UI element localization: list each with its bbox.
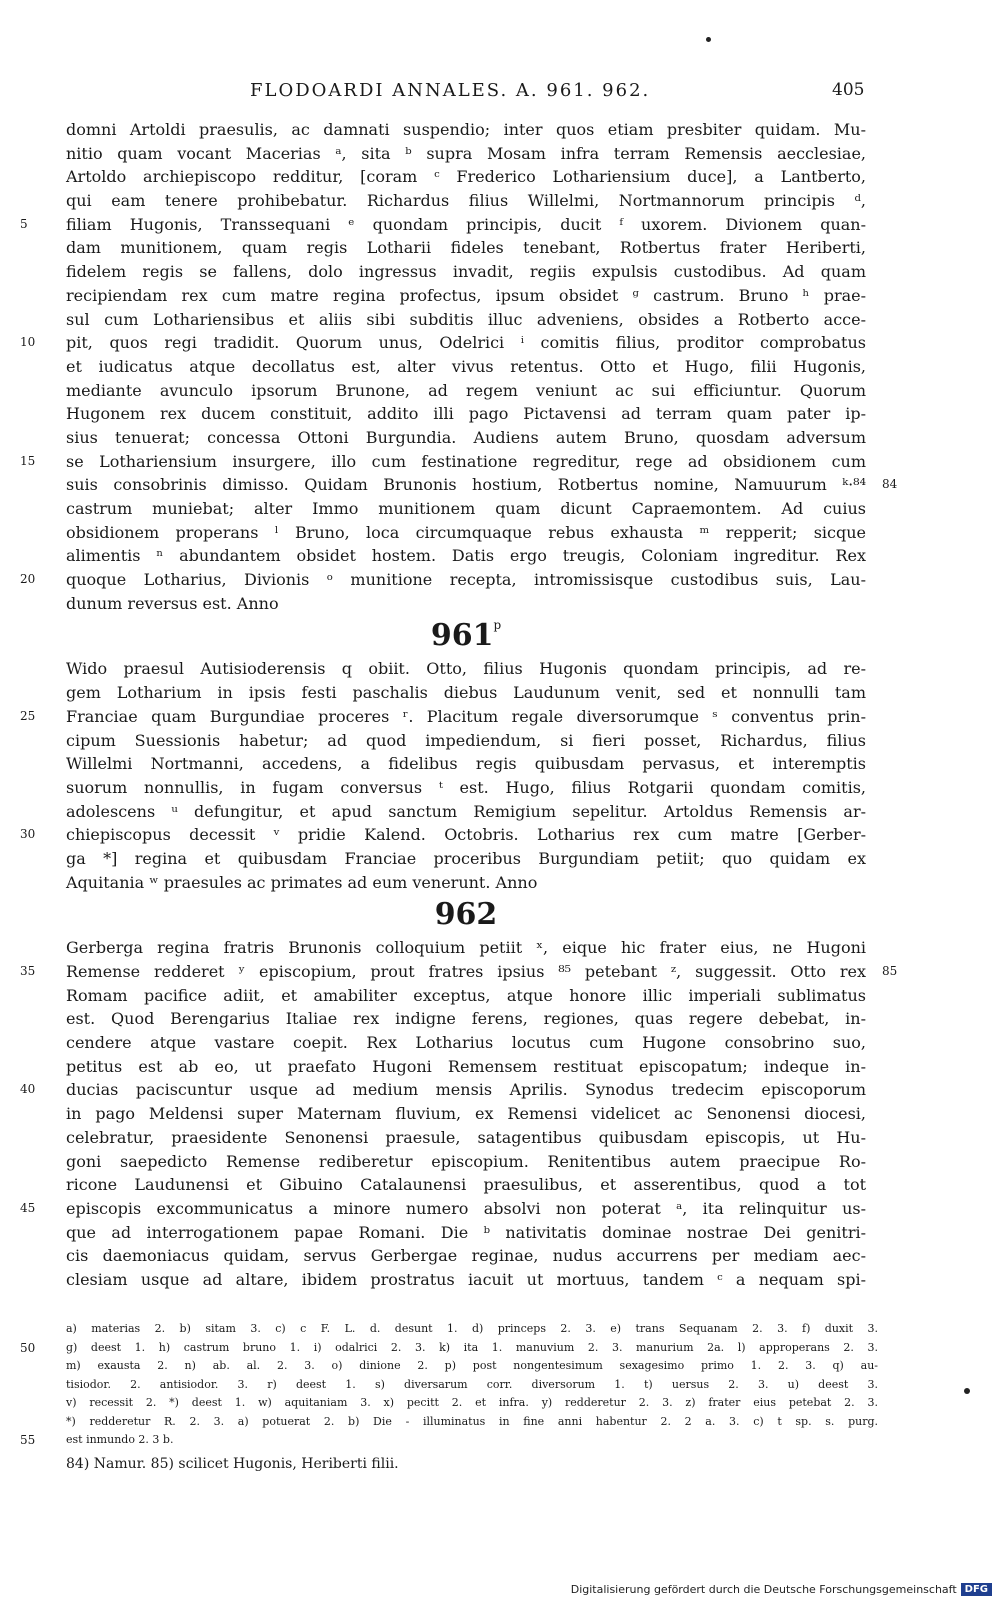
line-text: Gerberga regina fratris Brunonis colloquium petiit ˣ, eique hic frater eius, ne Hugoni: [66, 938, 866, 958]
line-text: nitio quam vocant Macerias ᵃ, sita ᵇ supra Mosam infra terram Remensis aecclesiae,: [66, 143, 866, 163]
text-line: [66, 984, 866, 1008]
line-number: 20: [20, 572, 36, 587]
critical-apparatus: [20, 1320, 878, 1450]
line-text: sius tenuerat; concessa Ottoni Burgundia. Audiens autem Bruno, quosdam adversum: [66, 427, 866, 447]
line-text: cipum Suessionis habetur; ad quod impediendum, si fieri posset, Richardus, filius: [66, 730, 866, 750]
text-block-962: [20, 936, 898, 1291]
line-text: Hugonem rex ducem constituit, addito illi pago Pictavensi ad terram quam pater ip-: [66, 404, 866, 424]
text-line: [20, 823, 866, 847]
line-text: est. Quod Berengarius Italiae rex indigne ferens, regiones, quas regere debebat, in-: [66, 1009, 866, 1029]
text-line: [66, 871, 866, 895]
text-line: [66, 284, 866, 308]
line-text: clesiam usque ad altare, ibidem prostratus iacuit ut mortuus, tandem ᶜ a nequam spi-: [66, 1269, 866, 1289]
margin-note-number: 85: [882, 964, 898, 978]
text-line: [66, 355, 866, 379]
line-text: qui eam tenere prohibebatur. Richardus filius Willelmi, Nortmannorum principis ᵈ,: [66, 191, 866, 211]
line-text: recipiendam rex cum matre regina profectus, ipsum obsidet ᵍ castrum. Bruno ʰ prae-: [66, 285, 866, 305]
text-line: [66, 681, 866, 705]
year-label-961: 961: [430, 618, 494, 654]
text-line: [20, 1431, 878, 1450]
line-text: Wido praesul Autisioderensis q obiit. Otto, filius Hugonis quondam principis, ad re-: [66, 659, 866, 679]
page-header: [0, 80, 1000, 106]
line-text: se Lothariensium insurgere, illo cum festinatione regreditur, rege ad obsidionem cum: [66, 451, 866, 471]
line-number: 25: [20, 708, 36, 723]
text-line: [66, 657, 866, 681]
line-text: gem Lotharium in ipsis festi paschalis diebus Laudunum venit, sed et nonnulli tam: [66, 683, 866, 703]
line-text: dam munitionem, quam regis Lotharii fideles tenebant, Rotbertus frater Heriberti,: [66, 238, 866, 258]
text-line: [66, 776, 866, 800]
line-number: 35: [20, 964, 36, 978]
text-line: [20, 1339, 878, 1358]
text-line: [66, 236, 866, 260]
text-line: [66, 426, 866, 450]
text-line: [66, 118, 866, 142]
text-line: [66, 379, 866, 403]
line-text: est inmundo 2. 3 b.: [66, 1433, 174, 1446]
text-line: [66, 497, 866, 521]
text-line: [66, 1055, 866, 1079]
line-text: fidelem regis se fallens, dolo ingressus invadit, regiis expulsis custodibus. Ad quam: [66, 262, 866, 282]
line-text: Aquitania ʷ praesules ac primates ad eum venerunt. Anno: [66, 872, 538, 892]
text-line: [66, 521, 866, 545]
text-line: [66, 142, 866, 166]
running-title: FLODOARDI ANNALES. A. 961. 962.: [250, 80, 651, 101]
line-text: goni saepedicto Remense rediberetur episcopium. Renitentibus autem praecipue Ro-: [66, 1151, 866, 1171]
text-line: [66, 592, 866, 616]
line-text: m) exausta 2. n) ab. al. 2. 3. o) dinione 2. p) post nongentesimum sexagesimo primo 1. 2. 3. q) au-: [66, 1359, 878, 1372]
text-line: [66, 1173, 866, 1197]
line-text: v) recessit 2. *) deest 1. w) aquitaniam 3. x) pecitt 2. et infra. y) redderetur 2. 3. z) frater eius petebat 2. 3.: [66, 1396, 878, 1409]
text-line: [66, 1244, 866, 1268]
line-text: ricone Laudunensi et Gibuino Catalaunensi praesulibus, et asserentibus, quod a tot: [66, 1175, 866, 1195]
text-line: [66, 1150, 866, 1174]
line-number: 5: [20, 216, 28, 231]
line-text: ducias paciscuntur usque ad medium mensis Aprilis. Synodus tredecim episcoporum: [66, 1080, 866, 1100]
line-text: pit, quos regi tradidit. Quorum unus, Odelrici ⁱ comitis filius, proditor comprobatus: [66, 333, 866, 353]
line-text: Franciae quam Burgundiae proceres ʳ. Placitum regale diversorumque ˢ conventus prin-: [66, 706, 866, 726]
editor-notes: 84) Namur. 85) scilicet Hugonis, Heriberti filii.: [66, 1456, 399, 1472]
line-text: alimentis ⁿ abundantem obsidet hostem. Datis ergo treugis, Coloniam ingreditur. Rex: [66, 546, 866, 566]
page-number: 405: [832, 80, 865, 100]
line-text: Artoldo archiepiscopo redditur, [coram ᶜ Frederico Lothariensium duce], a Lantberto,: [66, 167, 866, 187]
line-text: g) deest 1. h) castrum bruno 1. i) odalrici 2. 3. k) ita 1. manuvium 2. 3. manurium 2a. l) approperans 2. 3.: [66, 1340, 878, 1354]
line-text: obsidionem properans ˡ Bruno, loca circumquaque rebus exhausta ᵐ repperit; sicque: [66, 522, 866, 542]
text-line: [66, 189, 866, 213]
dfg-logo: DFG: [961, 1583, 992, 1596]
text-line: [66, 1376, 878, 1395]
line-text: Remense redderet ʸ episcopium, prout fratres ipsius ⁸⁵ petebant ᶻ, suggessit. Otto rex: [66, 962, 866, 981]
line-text: in pago Meldensi super Maternam fluvium, ex Remensi videlicet ac Senonensi diocesi,: [66, 1104, 866, 1124]
text-line: [66, 544, 866, 568]
line-text: suorum nonnullis, in fugam conversus ᵗ est. Hugo, filius Rotgarii quondam comitis,: [66, 777, 866, 797]
year-heading-962: [66, 894, 866, 936]
text-line: [66, 800, 866, 824]
line-text: que ad interrogationem papae Romani. Die ᵇ nativitatis dominae nostrae Dei genitri-: [66, 1222, 866, 1242]
line-number: 50: [20, 1340, 36, 1355]
text-line: [20, 213, 866, 237]
footer-credit: [571, 1580, 992, 1598]
main-text: [20, 118, 898, 1292]
text-line: [66, 1394, 878, 1413]
line-number: 40: [20, 1082, 36, 1097]
text-line: [66, 729, 866, 753]
line-text: chiepiscopus decessit ᵛ pridie Kalend. Octobris. Lotharius rex cum matre [Gerber-: [66, 825, 866, 845]
line-number: 30: [20, 827, 36, 842]
line-text: castrum muniebat; alter Immo munitionem quam dicunt Capraemontem. Ad cuius: [66, 499, 866, 518]
text-line: [66, 1031, 866, 1055]
text-line: [66, 1320, 878, 1339]
scan-speck-right: [964, 1388, 970, 1394]
text-line: [20, 331, 866, 355]
text-line: [66, 1102, 866, 1126]
line-text: quoque Lotharius, Divionis ᵒ munitione recepta, intromissisque custodibus suis, Lau-: [66, 570, 866, 590]
text-line: [20, 705, 866, 729]
line-number: 10: [20, 335, 36, 350]
line-text: Willelmi Nortmanni, accedens, a fidelibus regis quibusdam pervasus, et interemptis: [66, 754, 866, 774]
text-line: [66, 260, 866, 284]
text-line: [66, 1126, 866, 1150]
scan-speck-top: [706, 37, 711, 42]
margin-note-number: 84: [882, 477, 898, 492]
line-text: dunum reversus est. Anno: [66, 593, 279, 613]
line-text: et iudicatus atque decollatus est, alter vivus retentus. Otto et Hugo, filii Hugonis,: [66, 356, 866, 376]
year-note-961: p: [493, 618, 502, 633]
line-text: mediante avunculo ipsorum Brunone, ad regem veniunt ac sui efficiuntur. Quorum: [66, 380, 866, 400]
text-line: [20, 1078, 866, 1102]
line-text: celebratur, praesidente Senonensi praesule, satagentibus quibusdam episcopis, ut Hu-: [66, 1127, 866, 1147]
line-text: filiam Hugonis, Transsequani ᵉ quondam principis, ducit ᶠ uxorem. Divionem quan-: [66, 214, 866, 234]
text-line: [20, 568, 866, 592]
line-text: tisiodor. 2. antisiodor. 3. r) deest 1. s) diversarum corr. diversorum 1. t) uersus 2. 3. u) deest 3.: [66, 1377, 878, 1391]
line-text: Romam pacifice adiit, et amabiliter exceptus, atque honore illic imperiali sublimatus: [66, 985, 866, 1005]
text-line: [66, 308, 866, 332]
text-line: [66, 1221, 866, 1245]
text-line: [66, 473, 898, 497]
text-line: [20, 1197, 866, 1221]
text-line: [66, 402, 866, 426]
text-line: [66, 847, 866, 871]
text-line: [66, 1268, 866, 1292]
line-text: ga *] regina et quibusdam Franciae proceribus Burgundiam petiit; quo quidam ex: [66, 848, 866, 868]
line-text: cis daemoniacus quidam, servus Gerbergae reginae, nudus accurrens per mediam aec-: [66, 1246, 866, 1266]
text-block-961: [20, 657, 866, 894]
line-text: sul cum Lothariensibus et aliis sibi subditis illuc adveniens, obsides a Rotberto acce-: [66, 309, 866, 329]
text-line: [66, 1357, 878, 1376]
text-line: [66, 1007, 866, 1031]
text-line: [66, 936, 866, 960]
line-text: suis consobrinis dimisso. Quidam Brunonis hostium, Rotbertus nomine, Namuurum ᵏ·⁸⁴: [66, 475, 866, 495]
line-number: 45: [20, 1200, 36, 1215]
line-text: *) redderetur R. 2. 3. a) potuerat 2. b) Die - illuminatus in fine anni habentur 2. 2 a. 3. c) t sp. s. purg.: [66, 1414, 878, 1428]
year-heading-961: [66, 615, 866, 657]
text-line: [66, 752, 866, 776]
line-text: cendere atque vastare coepit. Rex Lotharius locutus cum Hugone consobrino suo,: [66, 1033, 866, 1053]
line-text: a) materias 2. b) sitam 3. c) c F. L. d. desunt 1. d) princeps 2. 3. e) trans Sequanam 2. 3. f) duxit 3.: [66, 1322, 878, 1335]
line-text: adolescens ᵘ defungitur, et apud sanctum Remigium sepelitur. Artoldus Remensis ar-: [66, 801, 866, 821]
text-block-960: [20, 118, 898, 615]
digitization-credit: Digitalisierung gefördert durch die Deutsche Forschungsgemeinschaft: [570, 1582, 957, 1596]
text-line: [20, 450, 866, 474]
text-line: [66, 1413, 878, 1432]
line-number: 15: [20, 453, 36, 468]
line-text: petitus est ab eo, ut praefato Hugoni Remensem restituat episcopatum; indeque in-: [66, 1056, 866, 1076]
line-number: 55: [20, 1433, 36, 1447]
text-line: [66, 165, 866, 189]
line-text: domni Artoldi praesulis, ac damnati suspendio; inter quos etiam presbiter quidam. Mu-: [66, 120, 866, 139]
text-line: [20, 960, 898, 984]
line-text: episcopis excommunicatus a minore numero absolvi non poterat ᵃ, ita relinquitur us-: [66, 1198, 866, 1218]
year-label-962: 962: [434, 897, 498, 933]
